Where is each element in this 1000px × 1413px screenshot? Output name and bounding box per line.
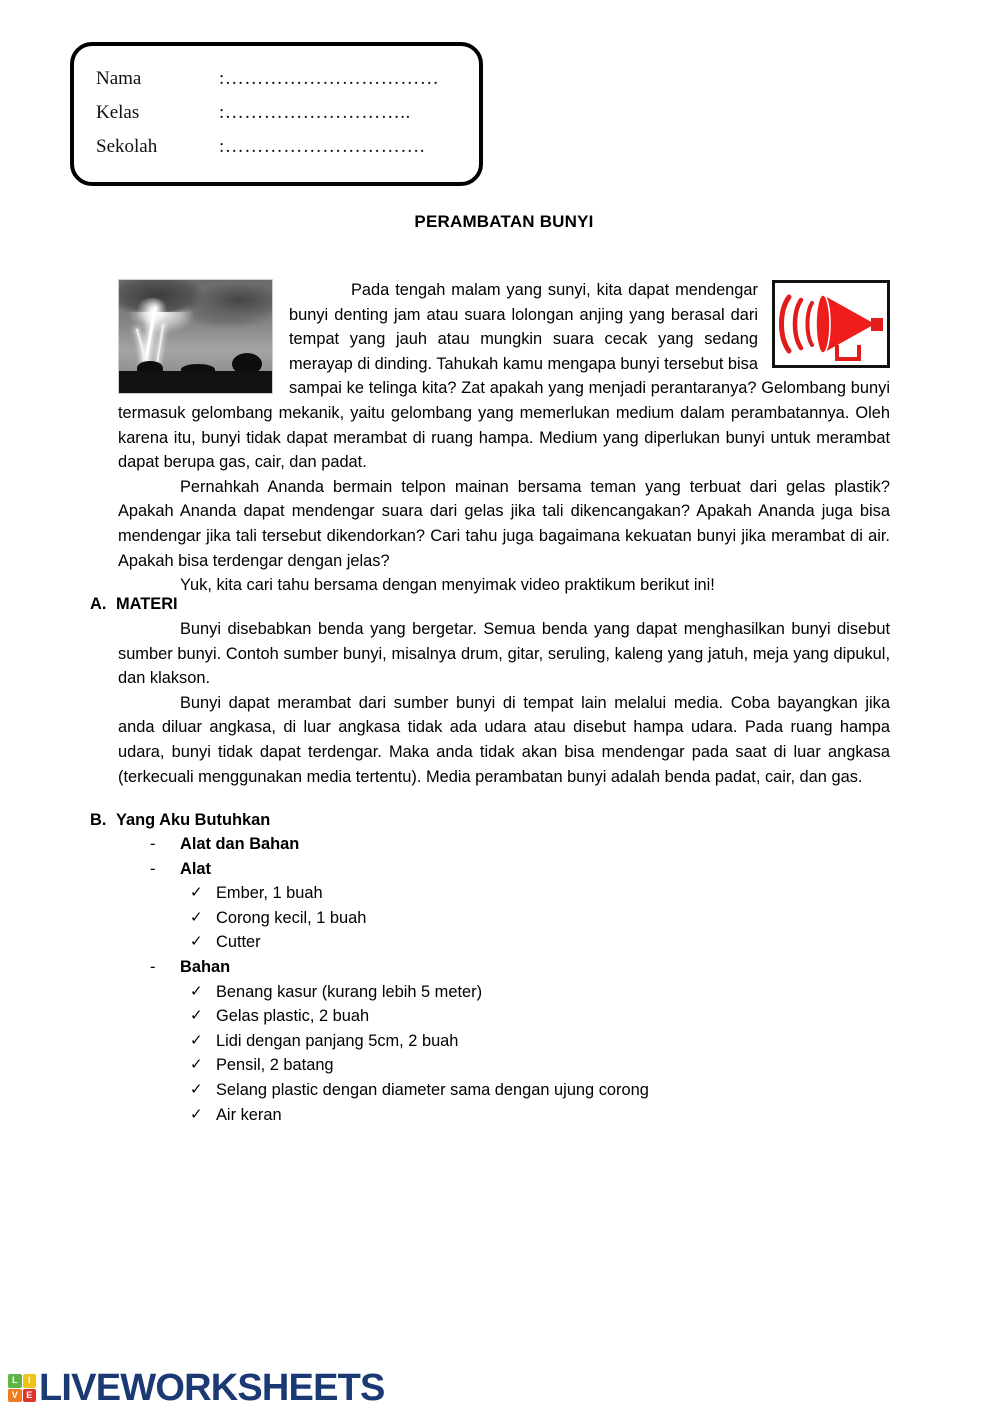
identity-box [70,42,483,186]
list-item [118,1004,890,1029]
identity-field-nama[interactable]: :…………………………… [219,68,440,89]
identity-row [96,102,466,124]
check-icon: ✓ [190,1080,203,1098]
list-item-label: Air keran [216,1105,282,1124]
materi-paragraph-1: Bunyi disebabkan benda yang bergetar. Semua benda yang dapat menghasilkan bunyi disebut sumber bunyi. Contoh sumber bunyi, misalnya drum, gitar, seruling, kaleng yang jatuh, meja yang dipukul, dan klakson. [118,620,890,688]
intro-paragraph-1: Pada tengah malam yang sunyi, kita dapat mendengar bunyi denting jam atau suara lolongan anjing yang berasal dari tempat yang jauh atau mungkin suara cecak yang sedang merayap di dinding. Tahukah kamu mengapa bunyi tersebut bisa sampai ke telinga kita? Zat apakah yang menjadi perantaranya? Gelombang bunyi termasuk gelombang mekanik, yaitu gelombang yang memerlukan medium dalam perambatannya. Oleh karena itu, bunyi tidak dapat merambat di ruang hampa. Medium yang diperlukan bunyi untuk merambat dapat berupa gas, cair, dan padat. [118,281,890,472]
list-group-header [118,857,890,882]
logo-brand-text: LIVEWORKSHEETS [39,1367,385,1409]
list-group-header [118,832,890,857]
intro-paragraph-3: Yuk, kita cari tahu bersama dengan menyimak video praktikum berikut ini! [180,576,715,595]
section-b-title: Yang Aku Butuhkan [116,811,271,829]
list-item-label: Gelas plastic, 2 buah [216,1007,370,1026]
check-icon: ✓ [190,884,203,902]
check-icon: ✓ [190,1105,203,1123]
logo-letter-e: E [23,1389,37,1403]
list-item [118,906,890,931]
list-item [118,1053,890,1078]
section-a-title: MATERI [116,595,178,613]
logo-letter-v: V [8,1389,22,1403]
check-icon: ✓ [190,908,203,926]
megaphone-icon [775,283,887,365]
liveworksheets-logo[interactable] [8,1368,385,1408]
list-item-label: Selang plastic dengan diameter sama dengan ujung corong [216,1080,649,1099]
dash-bullet-icon: - [150,859,156,878]
list-item-label: Ember, 1 buah [216,884,323,903]
logo-grid-icon [8,1374,36,1402]
list-group-label: Bahan [180,957,231,976]
list-item-label: Corong kecil, 1 buah [216,908,367,927]
list-item [118,881,890,906]
check-icon: ✓ [190,1056,203,1074]
list-item-label: Cutter [216,933,261,952]
identity-label-kelas: Kelas [96,102,140,123]
identity-row [96,68,466,90]
cloud-shape [197,284,273,316]
section-a-letter: A. [90,595,107,613]
page-title: PERAMBATAN BUNYI [414,212,594,231]
intro-section [118,278,890,598]
dash-bullet-icon: - [150,957,156,976]
list-item-label: Pensil, 2 batang [216,1056,334,1075]
logo-letter-l: L [8,1374,22,1388]
check-icon: ✓ [190,1007,203,1025]
list-item-label: Benang kasur (kurang lebih 5 meter) [216,982,483,1001]
identity-field-kelas[interactable]: :……………………….. [219,102,411,123]
identity-label-nama: Nama [96,68,142,89]
materi-paragraph-2: Bunyi dapat merambat dari sumber bunyi di tempat lain melalui media. Coba bayangkan jika anda diluar angkasa, di luar angkasa tidak ada udara atau disebut hampa udara. Pada ruang hampa udara, bunyi tidak dapat terdengar. Maka anda tidak akan bisa mendengar pada saat di luar angkasa (terkecuali menggunakan media tertentu). Media perambatan bunyi adalah benda padat, cair, dan gas. [118,693,890,786]
intro-paragraph-2: Pernahkah Ananda bermain telpon mainan bersama teman yang terbuat dari gelas plastik? Apakah Ananda dapat mendengar suara dari gelas jika tali dikencangakan? Apakah Ananda juga bisa mendengar jika tali tersebut dikendorkan? Cari tahu juga bagaimana kekuatan bunyi jika merambat di air. Apakah bisa terdengar dengan jelas? [118,477,890,570]
check-icon: ✓ [190,982,203,1000]
identity-label-sekolah: Sekolah [96,136,158,157]
list-item [118,1029,890,1054]
section-b-heading [90,811,270,830]
section-a-body [118,617,890,789]
list-item [118,980,890,1005]
list-item [118,1103,890,1128]
section-b-letter: B. [90,811,107,829]
list-group-label: Alat [180,859,211,878]
list-item [118,1078,890,1103]
list-item [118,930,890,955]
list-group-header [118,955,890,980]
megaphone-image [772,280,890,368]
logo-letter-i: I [23,1374,37,1388]
identity-row [96,136,466,158]
ground-silhouette [119,371,272,393]
needs-list [118,832,890,1127]
list-group-label: Alat dan Bahan [180,835,300,853]
dash-bullet-icon: - [150,835,156,853]
lightning-storm-image [118,279,273,394]
identity-field-sekolah[interactable]: :…………………………. [219,136,426,157]
section-a-heading [90,595,178,614]
list-item-label: Lidi dengan panjang 5cm, 2 buah [216,1031,459,1050]
check-icon: ✓ [190,933,203,951]
check-icon: ✓ [190,1031,203,1049]
